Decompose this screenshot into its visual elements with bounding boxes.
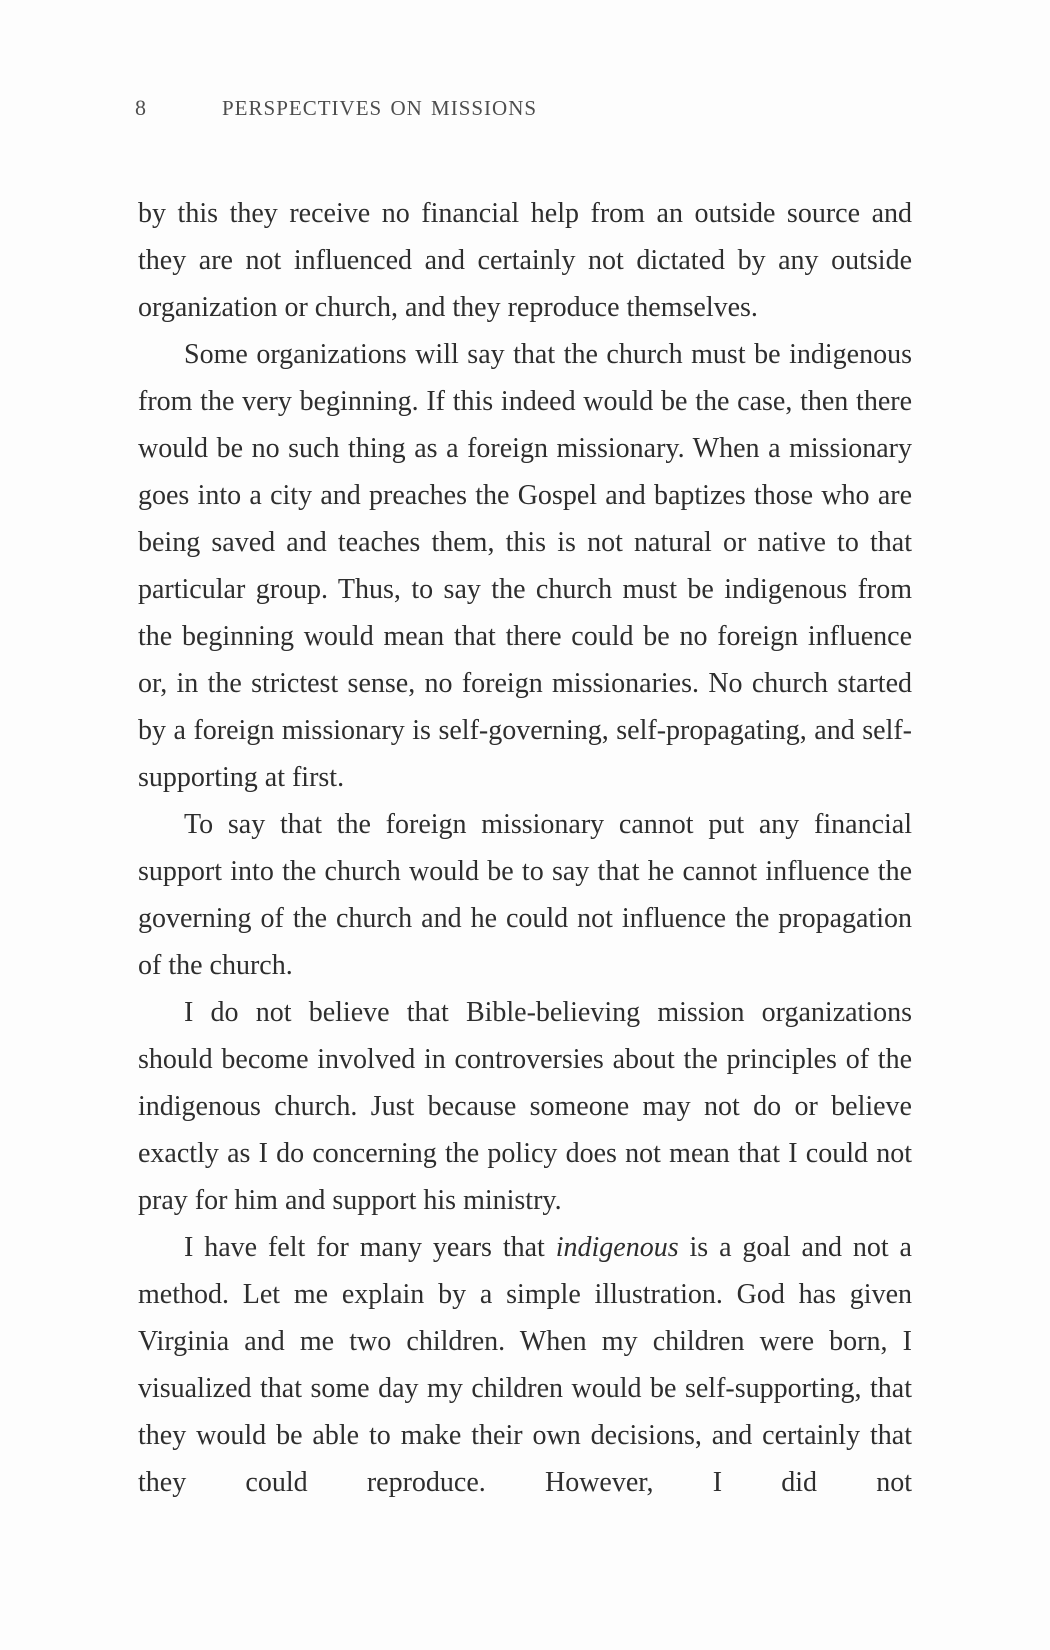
page-number: 8 — [135, 95, 146, 120]
page-header — [0, 96, 1050, 126]
running-head: PERSPECTIVES ON MISSIONS — [222, 96, 538, 120]
paragraph-1 — [138, 190, 912, 331]
paragraph-3 — [138, 801, 912, 989]
paragraph-2 — [138, 331, 912, 801]
paragraph-1-text: by this they receive no financial help from an outside source and they are not influenced and certainly not dictated by any outside organization or church, and they reproduce themselves. — [138, 198, 912, 323]
paragraph-5 — [138, 1224, 912, 1506]
paragraph-4-text: I do not believe that Bible-believing mission organizations should become involved in controversies about the principles of the indigenous church. Just because someone may not do or believe exactly as I do concerning the policy does not mean that I could not pray for him and support his ministry. — [138, 997, 912, 1216]
body-text — [138, 190, 912, 1506]
paragraph-5-italic-term: indigenous — [555, 1232, 679, 1263]
paragraph-2-text: Some organizations will say that the church must be indigenous from the very beginning. If this indeed would be the case, then there would be no such thing as a foreign missionary. When a missionary goes into a city and preaches the Gospel and baptizes those who are being saved and teaches them, this is not natural or native to that particular group. Thus, to say the church must be indigenous from the beginning would mean that there could be no foreign influence or, in the strictest sense, no foreign missionaries. No church started by a foreign missionary is self-governing, self-propagating, and self-supporting at first. — [138, 339, 912, 793]
paragraph-3-text: To say that the foreign missionary cannot put any financial support into the church would be to say that he cannot influence the governing of the church and he could not influence the propagation of the church. — [138, 809, 912, 981]
paragraph-5-text-post: is a goal and not a method. Let me explain by a simple illustration. God has given Virginia and me two children. When my children were born, I visualized that some day my children would be self-supporting, that they would be able to make their own decisions, and certainly that they could reproduce. However, I did not — [138, 1232, 912, 1498]
paragraph-4 — [138, 989, 912, 1224]
paragraph-5-text-pre: I have felt for many years that — [184, 1232, 556, 1263]
